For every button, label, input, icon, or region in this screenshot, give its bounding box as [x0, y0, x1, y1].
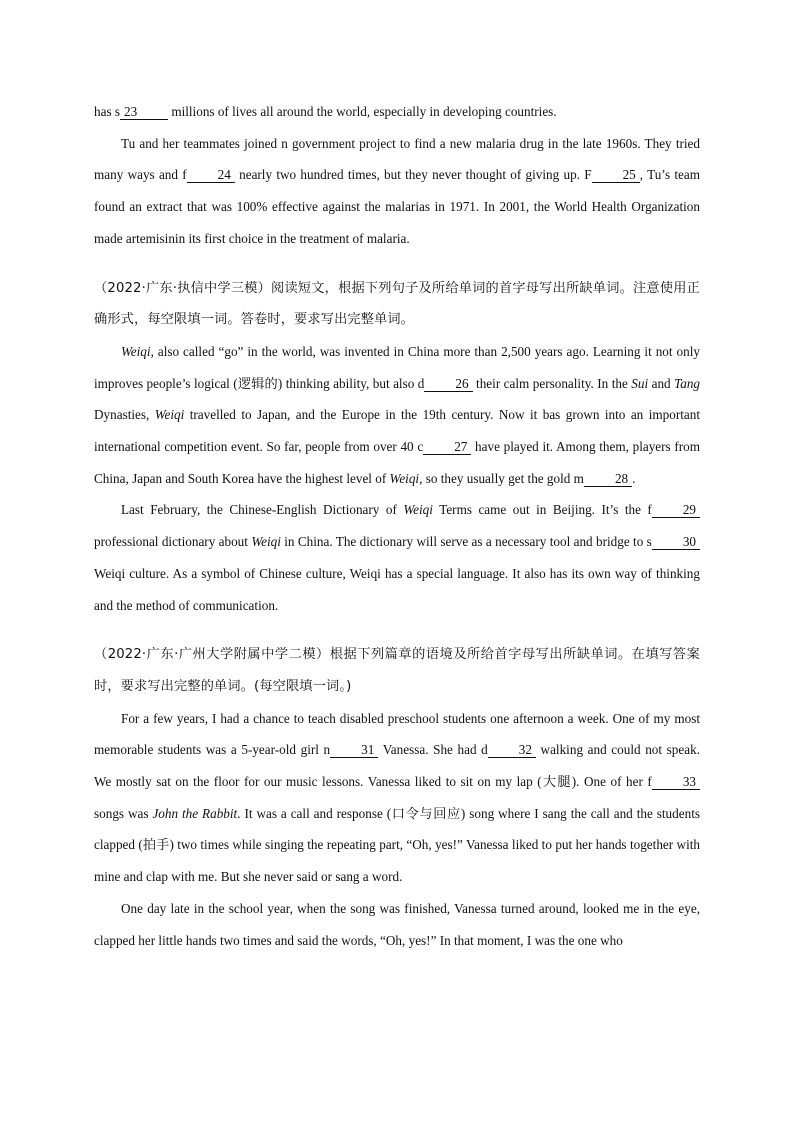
- blank-24[interactable]: 24: [187, 168, 235, 183]
- text-run: nearly two hundred times, but they never thought of giving up. F: [234, 167, 592, 183]
- italic-term: Weiqi: [121, 343, 151, 359]
- paragraph-4: [94, 494, 700, 621]
- text-run: , so they usually get the gold m: [419, 470, 584, 486]
- italic-term: Weiqi: [154, 407, 185, 423]
- document-page: [94, 96, 700, 956]
- text-run: millions of lives all around the world, especially in developing countries.: [168, 104, 557, 119]
- text-run: travelled to Japan, and the Europe in the 19th century. Now it bas grown into an important international competition event. So far, people from over 40 c: [94, 407, 700, 455]
- section-3-instruction: （2022·广东·广州大学附属中学二模）根据下列篇章的语境及所给首字母写出所缺单词。在填写答案时，要求写出完整的单词。(每空限填一词。): [94, 647, 700, 694]
- paragraph-2: [94, 128, 700, 255]
- text-run: Last February, the Chinese-English Dictionary of: [121, 502, 404, 518]
- blank-29[interactable]: 29: [652, 503, 700, 518]
- blank-25[interactable]: 25: [592, 168, 640, 183]
- section-2-instruction: （2022·广东·执信中学三模）阅读短文，根据下列句子及所给单词的首字母写出所缺单词。注意使用正确形式，每空限填一词。答卷时，要求写出完整单词。: [94, 280, 700, 328]
- paragraph-6: [94, 893, 700, 956]
- text-run: professional dictionary about: [94, 534, 252, 550]
- text-run: Weiqi culture. As a symbol of Chinese culture, Weiqi has a special language. It also has its own way of thinking and the method of communication.: [94, 565, 700, 613]
- text-run: Terms came out in Beijing. It’s the f: [432, 502, 652, 518]
- blank-32[interactable]: 32: [488, 743, 536, 758]
- text-run: . It was a call and response (口令与回应) song where I sang the call and the students clapped (拍手) two times while singing the repeating part, “Oh, yes!” Vanessa liked to put her hands together with mine and clap with me. But she never said or sang a word.: [94, 805, 700, 885]
- blank-27[interactable]: 27: [423, 440, 471, 455]
- text-run: songs was: [94, 805, 153, 821]
- blank-33[interactable]: 33: [652, 775, 700, 790]
- blank-30[interactable]: 30: [652, 535, 700, 550]
- italic-term: Weiqi: [389, 470, 420, 486]
- italic-term: John the Rabbit: [152, 805, 238, 821]
- text-run: have played it. Among them, players from China, Japan and South Korea have the highest level of: [94, 439, 700, 486]
- blank-31[interactable]: 31: [330, 743, 378, 758]
- text-run: Vanessa. She had d: [378, 742, 488, 758]
- text-run: , Tu’s team found an extract that was 100% effective against the malarias in 1971. In 2001, the World Health Organization made artemisinin its first choice in the treatment of malaria.: [94, 167, 700, 246]
- text-run: , also called “go” in the world, was invented in China more than 2,500 years ago. Learning it not only improves people’s logical (逻辑的) thinking ability, but also d: [94, 343, 700, 391]
- blank-28[interactable]: 28: [584, 472, 632, 487]
- paragraph-5: [94, 703, 700, 893]
- paragraph-3: [94, 336, 700, 495]
- text-run: walking and could not speak. We mostly sat on the floor for our music lessons. Vanessa liked to sit on my lap (大腿). One of her f: [94, 742, 700, 790]
- text-run: .: [632, 470, 636, 486]
- italic-term: Weiqi: [251, 534, 281, 550]
- text-run: Dynasties,: [94, 407, 155, 423]
- blank-23[interactable]: 23: [120, 105, 168, 120]
- paragraph-1: [94, 96, 700, 128]
- text-run: in China. The dictionary will serve as a necessary tool and bridge to s: [280, 534, 652, 550]
- text-run: has s: [94, 104, 121, 119]
- text-run: their calm personality. In the: [472, 375, 632, 391]
- italic-term: Weiqi: [403, 502, 433, 518]
- text-run: One day late in the school year, when the song was finished, Vanessa turned around, looked me in the eye, clapped her little hands two times and said the words, “Oh, yes!” In that moment, I was the one who: [94, 900, 700, 948]
- text-run: and: [648, 375, 675, 391]
- blank-26[interactable]: 26: [424, 377, 472, 392]
- italic-term: Tang: [674, 375, 701, 391]
- text-run: Tu and her teammates joined n government project to find a new malaria drug in the late 1960s. They tried many ways and f: [94, 135, 700, 183]
- italic-term: Sui: [631, 375, 649, 391]
- text-run: For a few years, I had a chance to teach disabled preschool students one afternoon a week. One of my most memorable students was a 5-year-old girl n: [94, 710, 700, 758]
